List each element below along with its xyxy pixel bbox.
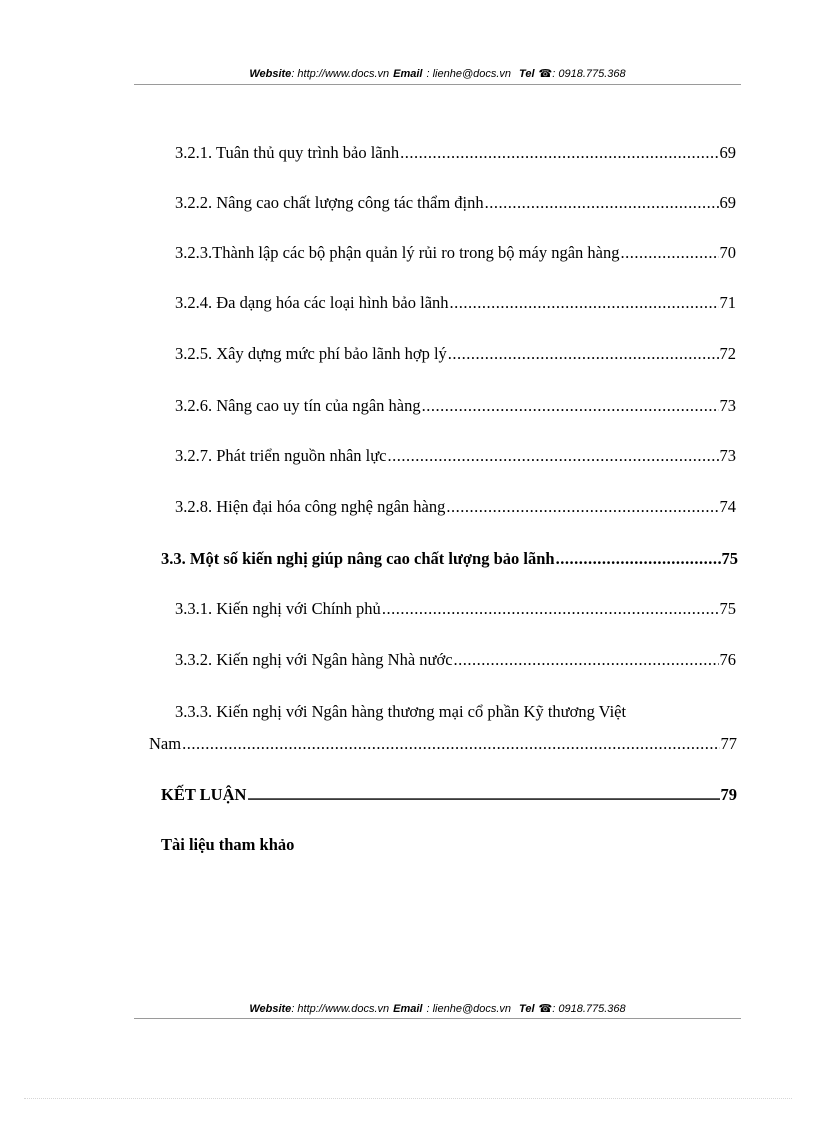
toc-entry-3-2-1 — [175, 143, 736, 165]
toc-entry-3-3-1 — [175, 599, 736, 621]
toc-entry-page: 72 — [719, 344, 736, 363]
header-website-label: Website — [249, 68, 292, 80]
toc-leader-dots — [182, 734, 719, 754]
toc-leader-dots — [422, 396, 719, 416]
toc-entry-page: 73 — [719, 396, 736, 415]
toc-leader-dots — [446, 497, 718, 517]
toc-entry-title: 3.2.7. Phát triển nguồn nhân lực — [175, 446, 387, 465]
toc-entry-title: 3.2.5. Xây dựng mức phí bảo lãnh hợp lý — [175, 344, 447, 363]
footer-email-label: Email — [393, 1003, 423, 1015]
toc-entry-page: 76 — [719, 650, 736, 669]
toc-leader-dots — [556, 549, 721, 569]
toc-entry-title: 3.2.1. Tuân thủ quy trình bảo lãnh — [175, 143, 400, 162]
toc-entry-3-2-6 — [175, 396, 736, 418]
toc-entry-3-2-4 — [175, 293, 736, 315]
toc-entry-title: 3.2.8. Hiện đại hóa công nghệ ngân hàng — [175, 497, 446, 516]
toc-entry-title: 3.3.1. Kiến nghị với Chính phủ — [175, 599, 381, 618]
toc-entry-page: 73 — [719, 446, 736, 465]
toc-entry-3-3-3-line2 — [149, 734, 737, 756]
toc-entry-title: KẾT LUẬN — [161, 785, 247, 804]
toc-entry-title-continuation: Nam — [149, 734, 182, 753]
toc-entry-3-3 — [161, 549, 738, 571]
toc-entry-page: 74 — [719, 497, 736, 516]
toc-entry-page: 69 — [719, 193, 736, 212]
toc-entry-3-2-2 — [175, 193, 736, 215]
toc-entry-page: 70 — [719, 243, 736, 262]
toc-entry-3-2-8 — [175, 497, 736, 519]
toc-entry-page: 69 — [719, 143, 736, 162]
toc-leader-dots — [485, 193, 719, 213]
telephone-icon: ☎ — [538, 1003, 553, 1015]
toc-entry-references: Tài liệu tham khảo — [161, 835, 295, 854]
toc-entry-3-2-5 — [175, 344, 736, 366]
header-website-value: : http://www.docs.vn — [291, 68, 390, 80]
footer-email-value: : lienhe@docs.vn — [426, 1003, 512, 1015]
toc-entry-page: 75 — [721, 549, 738, 568]
toc-entry-3-3-2 — [175, 650, 736, 672]
header-email-label: Email — [393, 68, 423, 80]
header-tel-label: Tel — [519, 68, 535, 80]
toc-leader-dots — [450, 293, 719, 313]
toc-leader-dots — [247, 789, 719, 804]
toc-leader-dots — [454, 650, 719, 670]
footer-website-value: : http://www.docs.vn — [291, 1003, 390, 1015]
toc-entry-conclusion — [161, 785, 737, 807]
footer-tel-label: Tel — [519, 1003, 535, 1015]
toc-leader-dots — [620, 243, 718, 263]
toc-entry-3-2-7 — [175, 446, 736, 468]
header-email-value: : lienhe@docs.vn — [426, 68, 512, 80]
toc-entry-page: 77 — [720, 734, 737, 753]
toc-leader-dots — [388, 446, 719, 466]
toc-entry-title: 3.2.6. Nâng cao uy tín của ngân hàng — [175, 396, 421, 415]
toc-entry-3-3-3-line1: 3.3.3. Kiến nghị với Ngân hàng thương mại cổ phần Kỹ thương Việt — [175, 702, 627, 721]
toc-entry-title: 3.3.2. Kiến nghị với Ngân hàng Nhà nước — [175, 650, 453, 669]
toc-entry-title: 3.2.2. Nâng cao chất lượng công tác thẩm định — [175, 193, 484, 212]
toc-entry-title: 3.3. Một số kiến nghị giúp nâng cao chất lượng bảo lãnh — [161, 549, 555, 568]
toc-entry-page: 71 — [719, 293, 736, 312]
toc-entry-page: 75 — [719, 599, 736, 618]
toc-entry-3-2-3 — [175, 243, 736, 265]
toc-leader-dots — [382, 599, 719, 619]
toc-entry-page: 79 — [720, 785, 737, 804]
page-edge-divider — [24, 1098, 792, 1099]
page-footer — [134, 1002, 741, 1019]
header-tel-value: : 0918.775.368 — [552, 68, 626, 80]
page-header — [134, 67, 741, 85]
footer-tel-value: : 0918.775.368 — [552, 1003, 626, 1015]
telephone-icon: ☎ — [538, 68, 553, 80]
toc-entry-title: 3.2.4. Đa dạng hóa các loại hình bảo lãnh — [175, 293, 449, 312]
footer-website-label: Website — [249, 1003, 292, 1015]
toc-entry-title: 3.2.3.Thành lập các bộ phận quản lý rủi ro trong bộ máy ngân hàng — [175, 243, 620, 262]
toc-leader-dots — [448, 344, 719, 364]
toc-leader-dots — [400, 143, 718, 163]
